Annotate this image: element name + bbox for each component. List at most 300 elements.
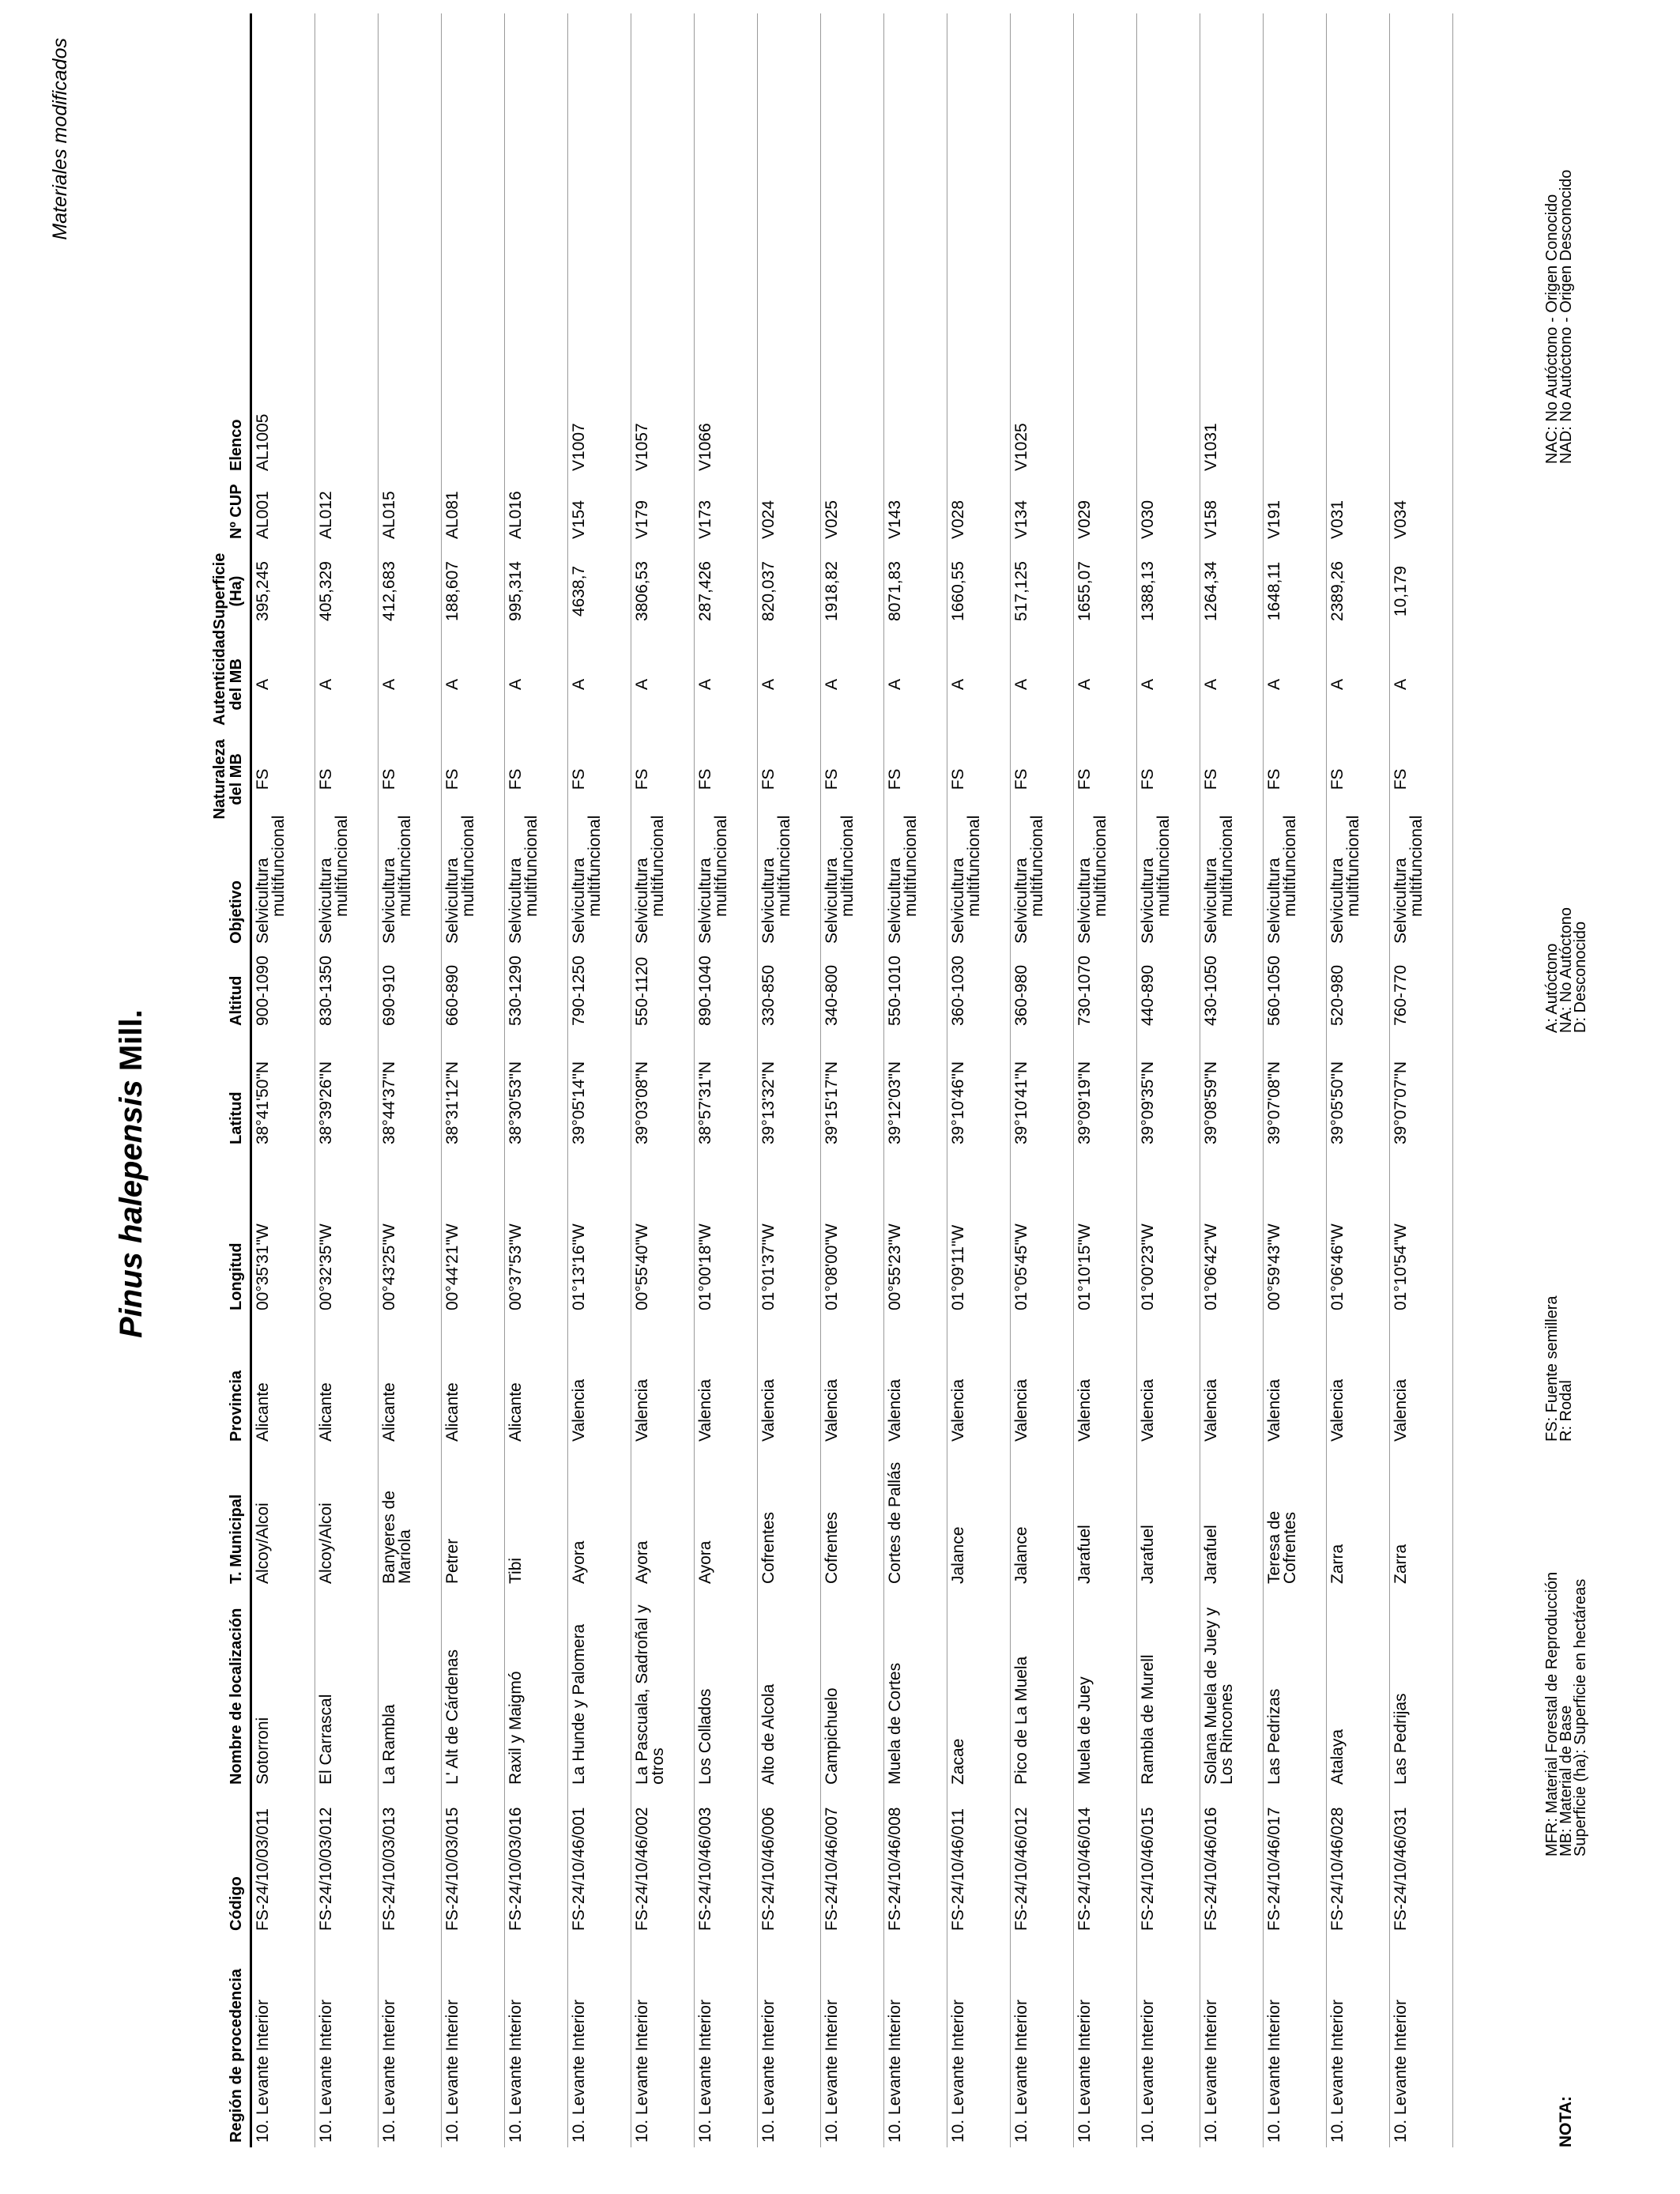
cell-elenco [442,13,505,476]
objetivo-line-2: multifuncional [1344,815,1362,917]
cell-superficie: 287,426 [695,544,758,639]
cell-superficie: 820,037 [758,544,821,639]
objetivo-line-1: Selvicultura [443,858,461,944]
cell-codigo: FS-24/10/03/012 [315,1789,379,1936]
cell-region: 10. Levante Interior [379,1936,442,2147]
note-line: FS: Fuente semillera [1543,1295,1561,1442]
objetivo-line-1: Selvicultura [507,858,525,944]
objetivo-line-2: multifuncional [775,815,793,917]
cell-cup: V173 [695,476,758,544]
cell-latitud: 39°09'19"N [1074,1031,1137,1149]
cell-codigo: FS-24/10/46/006 [758,1789,821,1936]
table-row [1200,13,1264,2147]
table-row [1390,13,1453,2147]
cell-latitud: 39°09'35"N [1137,1031,1200,1149]
cell-provincia: Valencia [1011,1315,1074,1446]
cell-naturaleza: FS [1074,730,1137,828]
cell-codigo: FS-24/10/03/013 [379,1789,442,1936]
cell-municipio: Ayora [695,1446,758,1589]
notes-label: NOTA: [1557,2096,1575,2147]
cell-elenco [884,13,947,476]
cell-autenticidad: A [1011,639,1074,730]
cell-municipio: Cortes de Pallás [884,1446,947,1589]
cell-region: 10. Levante Interior [1011,1936,1074,2147]
cell-elenco: V1031 [1200,13,1264,476]
cell-municipio: Jarafuel [1074,1446,1137,1589]
column-header: Latitud [212,1031,251,1149]
cell-superficie: 1655,07 [1074,544,1137,639]
column-header: Superficie (Ha) [212,544,251,639]
table-row [505,13,568,2147]
cell-longitud: 01°10'15"W [1074,1149,1137,1315]
cell-municipio: Jarafuel [1137,1446,1200,1589]
cell-elenco [1390,13,1453,476]
cell-latitud: 39°07'08"N [1264,1031,1327,1149]
cell-autenticidad: A [505,639,568,730]
objetivo-line-1: Selvicultura [633,858,651,944]
cell-region: 10. Levante Interior [1137,1936,1200,2147]
cell-nombre: Sotorroni [251,1589,315,1789]
cell-elenco: V1007 [568,13,631,476]
note-line: MFR: Material Forestal de Reproducción [1543,1571,1561,1857]
note-line: NAD: No Autóctono - Origen Desconocido [1558,169,1575,464]
objetivo-line-2: multifuncional [965,815,983,917]
cell-latitud: 39°12'03"N [884,1031,947,1149]
cell-codigo: FS-24/10/46/001 [568,1789,631,1936]
note-line: MB: Material de Base [1558,1705,1575,1857]
cell-autenticidad: A [695,639,758,730]
cell-region: 10. Levante Interior [884,1936,947,2147]
cell-superficie: 188,607 [442,544,505,639]
objetivo-line-2: multifuncional [1028,815,1046,917]
cell-nombre: La Rambla [379,1589,442,1789]
table-row [379,13,442,2147]
cell-region: 10. Levante Interior [568,1936,631,2147]
cell-elenco [1137,13,1200,476]
cell-altitud: 790-1250 [568,948,631,1031]
cell-superficie: 8071,83 [884,544,947,639]
cell-cup: V028 [947,476,1011,544]
cell-provincia: Valencia [1264,1315,1327,1446]
table-row [631,13,695,2147]
note-line: NA: No Autóctono [1558,907,1575,1033]
objetivo-line-2: multifuncional [902,815,920,917]
column-header: T. Municipal [212,1446,251,1589]
cell-region: 10. Levante Interior [315,1936,379,2147]
cell-altitud: 550-1120 [631,948,695,1031]
cell-elenco: V1025 [1011,13,1074,476]
cell-altitud: 520-980 [1327,948,1390,1031]
cell-cup: V179 [631,476,695,544]
cell-latitud: 38°39'26"N [315,1031,379,1149]
cell-objetivo [315,815,379,948]
cell-latitud: 39°08'59"N [1200,1031,1264,1149]
cell-nombre: La Pascuala, Sadroñal y otros [631,1589,695,1789]
cell-autenticidad: A [1200,639,1264,730]
cell-superficie: 4638,7 [568,544,631,639]
cell-region: 10. Levante Interior [821,1936,884,2147]
cell-codigo: FS-24/10/46/008 [884,1789,947,1936]
cell-autenticidad: A [631,639,695,730]
cell-latitud: 39°03'08"N [631,1031,695,1149]
objetivo-line-2: multifuncional [649,815,667,917]
cell-codigo: FS-24/10/03/015 [442,1789,505,1936]
cell-nombre: Las Pedrijas [1390,1589,1453,1789]
cell-codigo: FS-24/10/46/031 [1390,1789,1453,1936]
cell-provincia: Alicante [315,1315,379,1446]
cell-longitud: 01°06'42"W [1200,1149,1264,1315]
cell-elenco [821,13,884,476]
cell-superficie: 10,179 [1390,544,1453,639]
cell-altitud: 430-1050 [1200,948,1264,1031]
cell-provincia: Valencia [821,1315,884,1446]
cell-altitud: 440-890 [1137,948,1200,1031]
objetivo-line-1: Selvicultura [759,858,778,944]
cell-longitud: 01°00'23"W [1137,1149,1200,1315]
cell-autenticidad: A [758,639,821,730]
cell-nombre: Solana Muela de Juey y Los Rincones [1200,1589,1264,1789]
cell-naturaleza: FS [947,730,1011,828]
table-row [1327,13,1390,2147]
table-row [884,13,947,2147]
cell-objetivo [1074,815,1137,948]
cell-municipio: Jalance [947,1446,1011,1589]
cell-altitud: 530-1290 [505,948,568,1031]
cell-nombre: Pico de La Muela [1011,1589,1074,1789]
cell-nombre: Zacae [947,1589,1011,1789]
table-row [947,13,1011,2147]
cell-nombre: Muela de Juey [1074,1589,1137,1789]
cell-provincia: Valencia [758,1315,821,1446]
cell-codigo: FS-24/10/46/003 [695,1789,758,1936]
cell-elenco [758,13,821,476]
cell-codigo: FS-24/10/46/014 [1074,1789,1137,1936]
cell-provincia: Alicante [505,1315,568,1446]
note-line: R: Rodal [1558,1380,1575,1442]
cell-provincia: Valencia [1390,1315,1453,1446]
cell-cup: V029 [1074,476,1137,544]
cell-region: 10. Levante Interior [251,1936,315,2147]
cell-altitud: 830-1350 [315,948,379,1031]
cell-nombre: Los Collados [695,1589,758,1789]
cell-objetivo [1011,815,1074,948]
cell-provincia: Alicante [379,1315,442,1446]
notes-col-4 [1545,170,1573,464]
cell-region: 10. Levante Interior [1390,1936,1453,2147]
cell-objetivo [568,815,631,948]
cell-latitud: 39°07'07"N [1390,1031,1453,1149]
objetivo-line-1: Selvicultura [317,858,335,944]
cell-provincia: Valencia [695,1315,758,1446]
cell-codigo: FS-24/10/46/017 [1264,1789,1327,1936]
species-author: Mill. [114,1009,149,1072]
cell-municipio: Jalance [1011,1446,1074,1589]
table-row [758,13,821,2147]
cell-longitud: 00°44'21"W [442,1149,505,1315]
cell-cup: V034 [1390,476,1453,544]
objetivo-line-1: Selvicultura [1265,858,1283,944]
cell-superficie: 1388,13 [1137,544,1200,639]
cell-superficie: 405,329 [315,544,379,639]
objetivo-line-1: Selvicultura [949,858,967,944]
table-row [821,13,884,2147]
cell-autenticidad: A [379,639,442,730]
cell-naturaleza: FS [821,730,884,828]
column-header: Objetivo [212,828,251,948]
note-line: D: Desconocido [1572,921,1589,1033]
cell-objetivo [947,815,1011,948]
cell-latitud: 39°10'41"N [1011,1031,1074,1149]
objetivo-line-2: multifuncional [586,815,604,917]
cell-objetivo [631,815,695,948]
species-name: Pinus halepensis [114,1080,149,1338]
cell-latitud: 39°15'17"N [821,1031,884,1149]
column-header: Longitud [212,1149,251,1315]
cell-nombre: Las Pedrizas [1264,1589,1327,1789]
cell-altitud: 690-910 [379,948,442,1031]
cell-longitud: 01°01'37"W [758,1149,821,1315]
cell-region: 10. Levante Interior [1200,1936,1264,2147]
cell-naturaleza: FS [568,730,631,828]
cell-elenco: V1057 [631,13,695,476]
cell-naturaleza: FS [1137,730,1200,828]
cell-altitud: 760-770 [1390,948,1453,1031]
cell-superficie: 1660,55 [947,544,1011,639]
cell-elenco: AL1005 [251,13,315,476]
cell-longitud: 01°06'46"W [1327,1149,1390,1315]
cell-latitud: 39°10'46"N [947,1031,1011,1149]
column-header: Región de procedencia [212,1936,251,2147]
cell-cup: AL015 [379,476,442,544]
cell-longitud: 01°13'16"W [568,1149,631,1315]
objetivo-line-2: multifuncional [712,815,730,917]
cell-region: 10. Levante Interior [505,1936,568,2147]
objetivo-line-1: Selvicultura [1392,858,1410,944]
table-row [1264,13,1327,2147]
cell-municipio: Alcoy/Alcoi [315,1446,379,1589]
cell-objetivo [758,815,821,948]
cell-cup: AL001 [251,476,315,544]
cell-provincia: Valencia [1200,1315,1264,1446]
cell-cup: V025 [821,476,884,544]
cell-municipio: Zarra [1390,1446,1453,1589]
cell-latitud: 39°13'32"N [758,1031,821,1149]
cell-naturaleza: FS [315,730,379,828]
column-header: Nº CUP [212,476,251,544]
cell-objetivo [1200,815,1264,948]
cell-elenco: V1066 [695,13,758,476]
cell-superficie: 1264,34 [1200,544,1264,639]
cell-cup: V030 [1137,476,1200,544]
cell-autenticidad: A [251,639,315,730]
note-line: A: Autóctono [1543,943,1561,1033]
cell-elenco [1327,13,1390,476]
cell-superficie: 395,245 [251,544,315,639]
column-header: Nombre de localización [212,1589,251,1789]
cell-elenco [1264,13,1327,476]
cell-altitud: 360-1030 [947,948,1011,1031]
cell-codigo: FS-24/10/46/011 [947,1789,1011,1936]
cell-elenco [315,13,379,476]
objetivo-line-1: Selvicultura [886,858,904,944]
cell-objetivo [821,815,884,948]
cell-objetivo [1327,815,1390,948]
cell-altitud: 730-1070 [1074,948,1137,1031]
column-header: Provincia [212,1315,251,1446]
cell-naturaleza: FS [1264,730,1327,828]
cell-altitud: 890-1040 [695,948,758,1031]
cell-municipio: Cofrentes [821,1446,884,1589]
cell-naturaleza: FS [758,730,821,828]
objetivo-line-2: multifuncional [333,815,351,917]
cell-superficie: 3806,53 [631,544,695,639]
cell-municipio: Ayora [568,1446,631,1589]
cell-elenco [947,13,1011,476]
cell-region: 10. Levante Interior [695,1936,758,2147]
cell-latitud: 38°41'50"N [251,1031,315,1149]
cell-municipio: Alcoy/Alcoi [251,1446,315,1589]
cell-autenticidad: A [1074,639,1137,730]
cell-codigo: FS-24/10/46/016 [1200,1789,1264,1936]
cell-longitud: 01°05'45"W [1011,1149,1074,1315]
cell-superficie: 995,314 [505,544,568,639]
objetivo-line-1: Selvicultura [254,858,272,944]
cell-provincia: Valencia [631,1315,695,1446]
cell-objetivo [505,815,568,948]
cell-longitud: 01°08'00"W [821,1149,884,1315]
cell-nombre: Alto de Alcola [758,1589,821,1789]
cell-altitud: 660-890 [442,948,505,1031]
cell-altitud: 550-1010 [884,948,947,1031]
objetivo-line-2: multifuncional [1281,815,1299,917]
cell-latitud: 38°30'53"N [505,1031,568,1149]
cell-codigo: FS-24/10/46/028 [1327,1789,1390,1936]
cell-provincia: Valencia [1074,1315,1137,1446]
cell-longitud: 00°59'43"W [1264,1149,1327,1315]
cell-nombre: La Hunde y Palomera [568,1589,631,1789]
cell-altitud: 560-1050 [1264,948,1327,1031]
objetivo-line-2: multifuncional [1218,815,1236,917]
cell-municipio: Ayora [631,1446,695,1589]
cell-provincia: Valencia [947,1315,1011,1446]
cell-naturaleza: FS [1390,730,1453,828]
objetivo-line-2: multifuncional [269,815,288,917]
cell-superficie: 1648,11 [1264,544,1327,639]
column-header: Código [212,1789,251,1936]
cell-naturaleza: FS [251,730,315,828]
table-row [1011,13,1074,2147]
table-row [568,13,631,2147]
cell-altitud: 340-800 [821,948,884,1031]
table-row [695,13,758,2147]
column-header: Altitud [212,948,251,1031]
column-header: Autenticidad del MB [212,639,251,730]
cell-municipio: Cofrentes [758,1446,821,1589]
objetivo-line-1: Selvicultura [1012,858,1030,944]
cell-altitud: 360-980 [1011,948,1074,1031]
table-row [315,13,379,2147]
cell-cup: V158 [1200,476,1264,544]
objetivo-line-1: Selvicultura [1139,858,1157,944]
cell-naturaleza: FS [884,730,947,828]
cell-region: 10. Levante Interior [1264,1936,1327,2147]
cell-longitud: 00°35'31"W [251,1149,315,1315]
cell-objetivo [251,815,315,948]
cell-objetivo [695,815,758,948]
objetivo-line-1: Selvicultura [823,858,841,944]
objetivo-line-1: Selvicultura [696,858,714,944]
cell-region: 10. Levante Interior [631,1936,695,2147]
cell-provincia: Valencia [1137,1315,1200,1446]
cell-provincia: Valencia [1327,1315,1390,1446]
cell-latitud: 39°05'50"N [1327,1031,1390,1149]
cell-region: 10. Levante Interior [758,1936,821,2147]
cell-naturaleza: FS [442,730,505,828]
cell-region: 10. Levante Interior [947,1936,1011,2147]
notes-col-3 [1545,907,1588,1033]
cell-nombre: Atalaya [1327,1589,1390,1789]
table-row [442,13,505,2147]
note-line: NAC: No Autóctono - Origen Conocido [1543,194,1561,464]
notes-col-1 [1545,1572,1588,1857]
objetivo-line-2: multifuncional [838,815,857,917]
cell-longitud: 01°00'18"W [695,1149,758,1315]
cell-nombre: L' Alt de Cárdenas [442,1589,505,1789]
objetivo-line-2: multifuncional [1091,815,1109,917]
cell-municipio: Tibi [505,1446,568,1589]
cell-longitud: 01°09'11"W [947,1149,1011,1315]
cell-cup: V143 [884,476,947,544]
cell-longitud: 00°32'35"W [315,1149,379,1315]
cell-longitud: 00°55'23"W [884,1149,947,1315]
cell-objetivo [379,815,442,948]
table-header-row [212,13,251,2147]
cell-region: 10. Levante Interior [1074,1936,1137,2147]
cell-naturaleza: FS [695,730,758,828]
species-title [114,1009,149,1338]
cell-autenticidad: A [1327,639,1390,730]
cell-autenticidad: A [315,639,379,730]
cell-nombre: Raxil y Maigmó [505,1589,568,1789]
cell-autenticidad: A [947,639,1011,730]
cell-latitud: 38°31'12"N [442,1031,505,1149]
cell-elenco [505,13,568,476]
page-header-title: Materiales modificados [49,38,71,240]
cell-objetivo [1264,815,1327,948]
cell-superficie: 1918,82 [821,544,884,639]
cell-objetivo [1137,815,1200,948]
objetivo-line-1: Selvicultura [1075,858,1094,944]
column-header: Naturaleza del MB [212,730,251,828]
cell-elenco [379,13,442,476]
cell-objetivo [442,815,505,948]
cell-autenticidad: A [1137,639,1200,730]
table-row [1137,13,1200,2147]
cell-autenticidad: A [884,639,947,730]
cell-municipio: Banyeres de Mariola [379,1446,442,1589]
cell-altitud: 900-1090 [251,948,315,1031]
table-row [1074,13,1137,2147]
cell-nombre: Muela de Cortes [884,1589,947,1789]
cell-naturaleza: FS [1327,730,1390,828]
cell-longitud: 00°37'53"W [505,1149,568,1315]
objetivo-line-2: multifuncional [1407,815,1426,917]
cell-cup: V031 [1327,476,1390,544]
cell-municipio: Jarafuel [1200,1446,1264,1589]
cell-autenticidad: A [821,639,884,730]
cell-latitud: 38°57'31"N [695,1031,758,1149]
cell-objetivo [884,815,947,948]
